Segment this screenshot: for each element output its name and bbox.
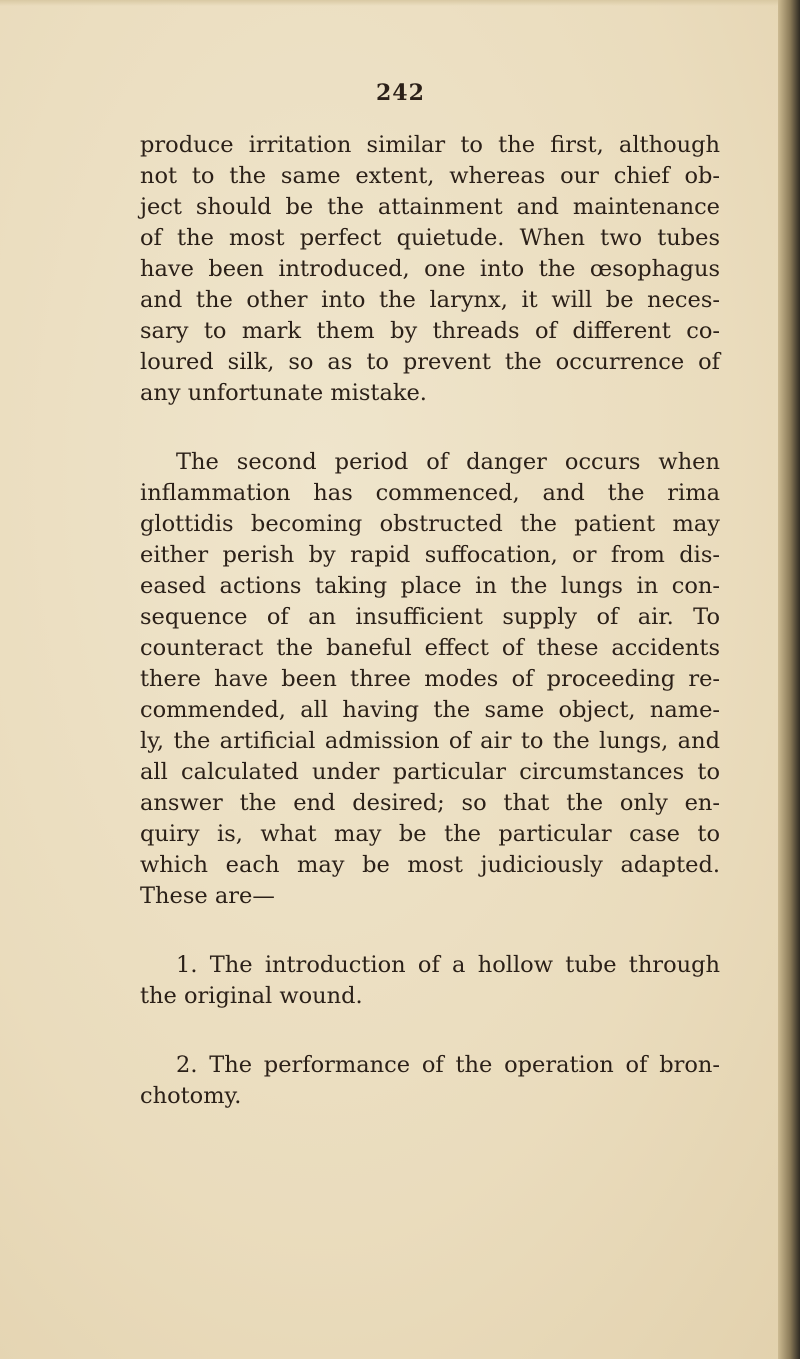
text-line: answer the end desired; so that the only en- bbox=[140, 790, 720, 816]
paragraph-1 bbox=[140, 130, 720, 409]
page-binding-edge bbox=[778, 0, 800, 1359]
text-line: inflammation has commenced, and the rima bbox=[140, 480, 720, 506]
text-line: chotomy. bbox=[140, 1083, 242, 1109]
text-line: all calculated under particular circumstances to bbox=[140, 759, 720, 785]
text-line: sary to mark them by threads of different co- bbox=[140, 318, 720, 344]
text-line: ject should be the attainment and maintenance bbox=[140, 194, 720, 220]
text-line: produce irritation similar to the first, although bbox=[140, 132, 720, 158]
text-line: any unfortunate mistake. bbox=[140, 380, 427, 406]
text-line: 2. The performance of the operation of bron- bbox=[176, 1052, 720, 1078]
text-line: counteract the baneful effect of these accidents bbox=[140, 635, 720, 661]
text-line: loured silk, so as to prevent the occurrence of bbox=[140, 349, 720, 375]
paragraph-spacer bbox=[140, 1012, 720, 1050]
paragraph-spacer bbox=[140, 912, 720, 950]
text-line: The second period of danger occurs when bbox=[176, 449, 720, 475]
text-line: These are— bbox=[140, 883, 275, 909]
text-line: eased actions taking place in the lungs in con- bbox=[140, 573, 720, 599]
text-line: sequence of an insufficient supply of air. To bbox=[140, 604, 720, 630]
text-line: 1. The introduction of a hollow tube through bbox=[176, 952, 720, 978]
text-line: of the most perfect quietude. When two tubes bbox=[140, 225, 720, 251]
paragraph-4 bbox=[140, 1050, 720, 1112]
text-line: ly, the artificial admission of air to the lungs, and bbox=[140, 728, 720, 754]
text-line: either perish by rapid suffocation, or from dis- bbox=[140, 542, 720, 568]
body-text bbox=[140, 130, 720, 1112]
text-line: the original wound. bbox=[140, 983, 363, 1009]
page-top-edge bbox=[0, 0, 800, 6]
paragraph-2 bbox=[140, 447, 720, 912]
text-line: which each may be most judiciously adapted. bbox=[140, 852, 720, 878]
text-line: have been introduced, one into the œsophagus bbox=[140, 256, 720, 282]
text-line: and the other into the larynx, it will be neces- bbox=[140, 287, 720, 313]
paragraph-spacer bbox=[140, 409, 720, 447]
text-line: not to the same extent, whereas our chief ob- bbox=[140, 163, 720, 189]
text-line: commended, all having the same object, name- bbox=[140, 697, 720, 723]
paragraph-3 bbox=[140, 950, 720, 1012]
text-line: quiry is, what may be the particular case to bbox=[140, 821, 720, 847]
text-line: there have been three modes of proceeding re- bbox=[140, 666, 720, 692]
page-number: 242 bbox=[376, 80, 425, 106]
text-line: glottidis becoming obstructed the patient may bbox=[140, 511, 720, 537]
